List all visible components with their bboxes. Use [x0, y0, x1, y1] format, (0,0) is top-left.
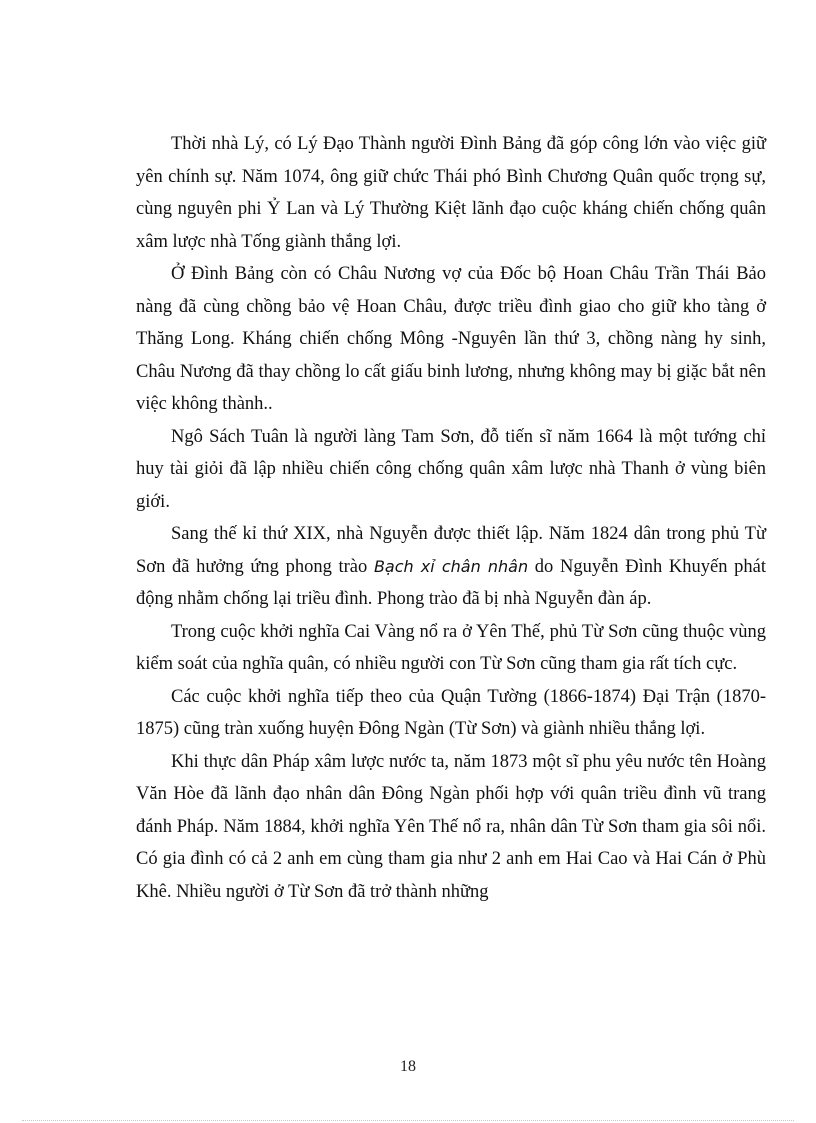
paragraph-thuc-dan-phap: Khi thực dân Pháp xâm lược nước ta, năm 1873 một sĩ phu yêu nước tên Hoàng Văn Hòe đã lãnh đạo nhân dân Đông Ngàn phối hợp với quân triều đình vũ trang đánh Pháp. Năm 1884, khởi nghĩa Yên Thế nổ ra, nhân dân Từ Sơn tham gia sôi nổi. Có gia đình có cả 2 anh em cùng tham gia như 2 anh em Hai Cao và Hai Cán ở Phù Khê. Nhiều người ở Từ Sơn đã trở thành những [136, 751, 766, 902]
paragraph-chau-nuong: Ở Đình Bảng còn có Châu Nương vợ của Đốc bộ Hoan Châu Trần Thái Bảo nàng đã cùng chồng bảo vệ Hoan Châu, được triều đình giao cho giữ kho tàng ở Thăng Long. Kháng chiến chống Mông -Nguyên lần thứ 3, chồng nàng hy sinh, Châu Nương đã thay chồng lo cất giấu binh lương, nhưng không may bị giặc bắt nên việc không thành.. [136, 264, 766, 414]
paragraph-ngo-sach-tuan: Ngô Sách Tuân là người làng Tam Sơn, đỗ tiến sĩ năm 1664 là một tướng chỉ huy tài giỏi đã lập nhiều chiến công chống quân xâm lược nhà Thanh ở vùng biên giới. [136, 426, 766, 512]
paragraph-nha-nguyen-part-2: do Nguyễn Đình Khuyến phát động nhằm chống lại triều đình. Phong trào đã bị nhà Nguyễn đàn áp. [136, 556, 767, 609]
movement-name: Bạch xỉ chân nhân [373, 556, 529, 576]
body-text [136, 128, 766, 908]
paragraph-ly-dao-thanh: Thời nhà Lý, có Lý Đạo Thành người Đình Bảng đã góp công lớn vào việc giữ yên chính sự. Năm 1074, ông giữ chức Thái phó Bình Chương Quân quốc trọng sự, cùng nguyên phi Ỷ Lan và Lý Thường Kiệt lãnh đạo cuộc kháng chiến chống quân xâm lược nhà Tống giành thắng lợi. [136, 134, 766, 252]
paragraph-cai-vang: Trong cuộc khởi nghĩa Cai Vàng nổ ra ở Yên Thế, phủ Từ Sơn cũng thuộc vùng kiểm soát của nghĩa quân, có nhiều người con Từ Sơn cũng tham gia rất tích cực. [136, 621, 766, 674]
footer-divider [22, 1120, 794, 1121]
paragraph-nha-nguyen [136, 518, 766, 616]
page-number: 18 [400, 1058, 416, 1075]
paragraph-quan-tuong: Các cuộc khởi nghĩa tiếp theo của Quận Tường (1866-1874) Đại Trận (1870-1875) cũng tràn xuống huyện Đông Ngàn (Từ Sơn) và giành nhiều thắng lợi. [136, 686, 766, 739]
paragraph-nha-nguyen-part-1: Sang thế kỉ thứ XIX, nhà Nguyễn được thiết lập. Năm 1824 dân trong phủ Từ Sơn đã hưởng ứng phong trào [136, 524, 766, 577]
